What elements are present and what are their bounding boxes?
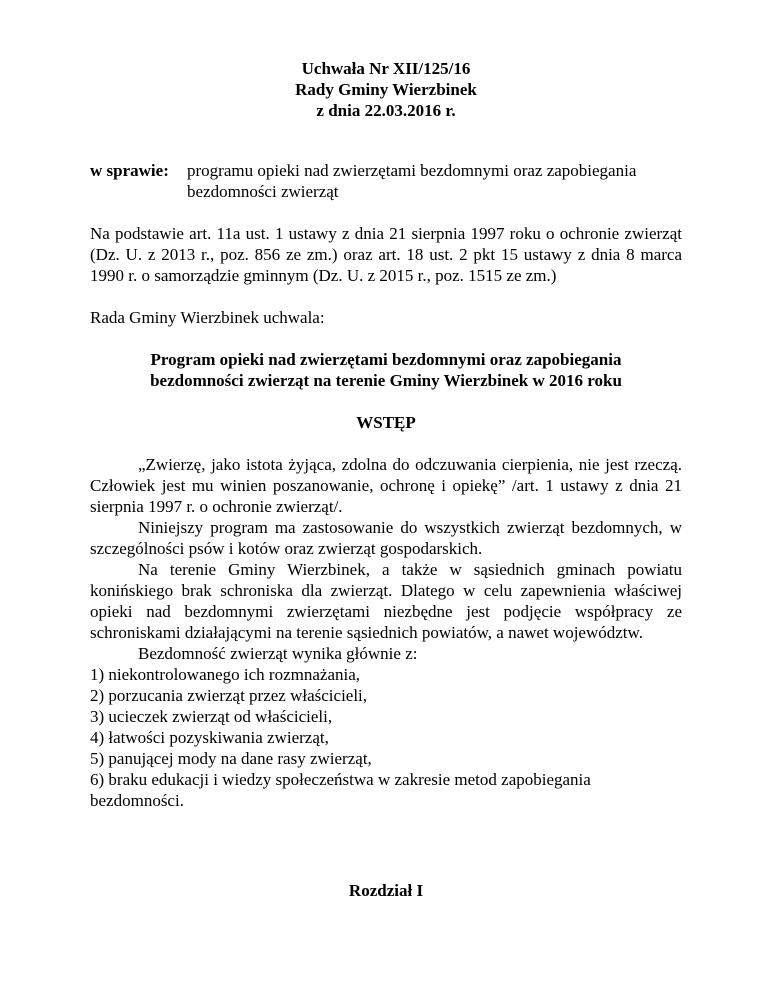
subject-text: programu opieki nad zwierzętami bezdomnymi oraz zapobiegania bezdomności zwierząt (187, 161, 637, 201)
resolves-statement: Rada Gminy Wierzbinek uchwala: (90, 308, 325, 327)
intro-heading: WSTĘP (356, 413, 416, 432)
intro-paragraph: Na terenie Gminy Wierzbinek, a także w sąsiednich gminach powiatu konińskiego brak schroniska dla zwierząt. Dlatego w celu zapewnienia właściwej opieki nad bezdomnymi zwierzętami niezbędne jest podjęcie współpracy ze schroniskami działającymi na terenie sąsiednich powiatów, a nawet województw. (90, 560, 682, 642)
causes-list (90, 664, 682, 811)
program-title-line: bezdomności zwierząt na terenie Gminy Wierzbinek w 2016 roku (150, 371, 622, 390)
subject-block (90, 160, 682, 202)
program-title-line: Program opieki nad zwierzętami bezdomnymi oraz zapobiegania (150, 350, 622, 369)
issuing-council: Rady Gminy Wierzbinek (295, 80, 477, 99)
legal-basis: Na podstawie art. 11a ust. 1 ustawy z dnia 21 sierpnia 1997 roku o ochronie zwierząt (Dz. U. z 2013 r., poz. 856 ze zm.) oraz art. 18 ust. 2 pkt 15 ustawy z dnia 8 marca 1990 r. o samorządzie gminnym (Dz. U. z 2015 r., poz. 1515 ze zm.) (90, 224, 682, 285)
list-item: 1) niekontrolowanego ich rozmnażania, (90, 665, 361, 684)
resolution-number: Uchwała Nr XII/125/16 (301, 59, 471, 78)
intro-paragraph: „Zwierzę, jako istota żyjąca, zdolna do odczuwania cierpienia, nie jest rzeczą. Człowiek jest mu winien poszanowanie, ochronę i opiekę” /art. 1 ustawy z dnia 21 sierpnia 1997 r. o ochronie zwierząt/. (90, 455, 682, 516)
list-item: 6) braku edukacji i wiedzy społeczeństwa w zakresie metod zapobiegania bezdomności. (90, 770, 591, 810)
subject-label: w sprawie: (90, 161, 169, 180)
resolution-date: z dnia 22.03.2016 r. (316, 101, 456, 120)
intro-paragraph: Niniejszy program ma zastosowanie do wszystkich zwierząt bezdomnych, w szczególności psów i kotów oraz zwierząt gospodarskich. (90, 518, 682, 558)
list-item: 2) porzucania zwierząt przez właścicieli, (90, 686, 368, 705)
list-item: 3) ucieczek zwierząt od właścicieli, (90, 707, 333, 726)
chapter-heading: Rozdział I (348, 881, 424, 900)
list-item: 5) panującej mody na dane rasy zwierząt, (90, 749, 372, 768)
list-item: 4) łatwości pozyskiwania zwierząt, (90, 728, 329, 747)
intro-paragraph: Bezdomność zwierząt wynika głównie z: (138, 644, 418, 663)
program-title (90, 349, 682, 391)
document-page (90, 58, 682, 900)
resolution-header (90, 58, 682, 121)
